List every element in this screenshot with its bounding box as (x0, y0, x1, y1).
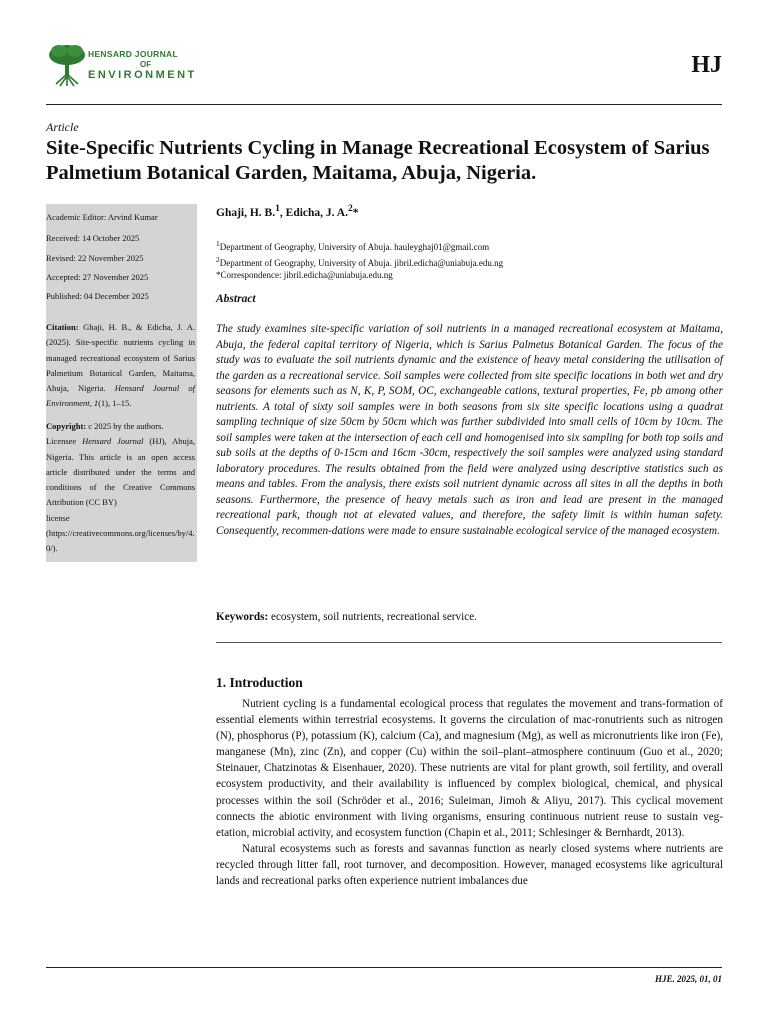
article-type: Article (46, 120, 79, 134)
citation (46, 320, 195, 412)
abstract-text: The study examines site-specific variation of soil nutrients in a managed recreational ecosystem at Maitama, Abuja, the federal capital territory of Nigeria, which is Sarius Palmetus Botanical Garden. The focus of the study was to evaluate the soil nutrients dynamic and the existence of heavy metal considering the utilisation of the garden as a recreational service. Soil samples were collected from site specific locations in both wet and dry seasons for elements such as N, K, P, SOM, OC, exchangeable cations, textural properties, Fe, pb among other nutrients. A total of sixty soil samples were in both seasons from six site specific locations using a quadrat sampling technique of size 50cm by 50cm which was further subdivided into small cells of 10cm by 10cm. The soil samples were taken at the intersection of each cell and homogenised into six sampling for both top soils and sub soils at the depths of 0-15cm and 16cm -30cm, respectively the soil samples were analyzed using standard laboratory procedures. The results obtained from the field were analyzed using descriptive statistics such as means and tables. From the analysis, there exists soil nutrient dynamic across all sites in all the depths in both seasons. Furthermore, the presence of heavy metals such as iron and lead are present in the managed recreational park, though not at elevated values, and therefore, the safety limit is within human safety. Consequently, recommen-dations were made to ensure sustainable ecological service of the managed ecosystem. (216, 323, 723, 537)
intro-heading: 1. Introduction (216, 675, 303, 690)
license-word: license (46, 512, 70, 523)
affiliation-2: $^2$Department of Geography, University of Abuja. jibril.edicha@uniabuja.edu.ng (216, 254, 504, 268)
keywords-text: ecosystem, soil nutrients, recreational service. (268, 611, 477, 623)
received-date: Received: 14 October 2025 (46, 233, 140, 243)
article-info-sidebar (46, 204, 197, 562)
journal-logo (46, 42, 216, 90)
license-pre: Licensee (46, 436, 77, 447)
copyright (46, 419, 195, 557)
citation-text: Ghaji, H. B., & Edicha, J. A. (2025). Site-specific nutrients cycling in managed recreational ecosystem of Sarius Palmetium Botanical Garden, Maitama, Abuja, Nigeria. (46, 322, 196, 394)
affiliations (216, 238, 503, 282)
copyright-text: c 2025 by the authors. (88, 421, 164, 431)
logo-line3: ENVIRONMENT (88, 69, 197, 81)
logo-line2: OF (140, 60, 152, 69)
authors (216, 203, 359, 219)
keywords-label: Keywords: (216, 611, 269, 623)
article-title: Site-Specific Nutrients Cycling in Manage Recreational Ecosystem of Sarius Palmetium Botanical Garden, Maitama, Abuja, Nigeria. (46, 137, 710, 184)
published-date: Published: 04 December 2025 (46, 291, 149, 301)
tree-logo-icon (46, 42, 88, 88)
author-2-sup: 2 (347, 203, 353, 214)
citation-end: (1), 1–15. (98, 398, 132, 409)
copyright-label: Copyright: (46, 421, 87, 431)
author-1-sup: 1 (275, 203, 280, 214)
header-divider (46, 104, 722, 105)
author-sep: , (279, 206, 286, 219)
page-footer (655, 974, 722, 984)
journal-abbrev: HJ (691, 52, 722, 78)
footer-volume: 01, (697, 974, 711, 984)
citation-label: Citation: (46, 322, 79, 332)
license-url[interactable]: (https://creativecommons.org/licenses/by/4.0/). (46, 528, 195, 554)
keywords (216, 611, 477, 623)
affiliation-1: $^1$Department of Geography, University of Abuja. hauleyghaj01@gmail.com (216, 239, 490, 252)
license-text: (HJ), Abuja, Nigeria. This article is an open access article distributed under the terms and conditions of the Creative Commons Attribution (CC BY) (46, 436, 196, 508)
academic-editor: Academic Editor: Arvind Kumar (46, 212, 158, 222)
author-2: Edicha, J. A. (285, 206, 348, 219)
section-divider (216, 642, 722, 643)
correspondence: *Correspondence: jibril.edicha@uniabuja.edu.ng (216, 270, 393, 280)
footer-divider (46, 967, 722, 968)
revised-date: Revised: 22 November 2025 (46, 253, 144, 263)
citation-journal: Hensard Journal of Environment, 1 (46, 383, 196, 409)
license-journal: Hensard Journal (82, 436, 144, 447)
footer-year: 2025, (674, 974, 698, 984)
correspondence-mark: * (352, 206, 359, 219)
intro-paragraph-2: Natural ecosystems such as forests and savannas function as nearly closed systems where nutrients are recycled through litter fall, root turnover, and decomposition. However, managed ecosystems like agricultural lands and recreational parks often experience nutrient imbalances due (216, 842, 723, 888)
author-1: Ghaji, H. B. (216, 206, 276, 219)
accepted-date: Accepted: 27 November 2025 (46, 272, 149, 282)
footer-page: 01 (710, 974, 722, 984)
abstract-heading: Abstract (216, 293, 256, 305)
logo-line1: HENSARD JOURNAL (88, 49, 178, 59)
footer-journal: HJE. (654, 974, 675, 984)
intro-paragraph-1: Nutrient cycling is a fundamental ecological process that regulates the movement and trans-formation of essential elements within terrestrial ecosystems. It governs the circulation of mac-ronutrients such as nitrogen (N), phosphorus (P), potassium (K), calcium (Ca), and magnesium (Mg), as well as micronutrients like iron (Fe), manganese (Mn), zinc (Zn), and copper (Cu) within the soil–plant–atmosphere continuum (Guo et al., 2020; Steinauer, Chatzinotas & Eisenhauer, 2020). These nutrients are vital for plant growth, soil fertility, and overall ecosystem productivity, and their availability is influenced by complex biological, chemical, and physical processes within the soil (Schröder et al., 2016; Suleiman, Jimoh & Aliyu, 2017). This cyclical movement connects the abiotic environment with living organisms, ensuring continuous nutrient reuse to sustain veg-etation, microbial activity, and ecosystem function (Chapin et al., 2011; Schlesinger & Bernhardt, 2013). (216, 698, 723, 839)
intro-body (216, 696, 723, 889)
